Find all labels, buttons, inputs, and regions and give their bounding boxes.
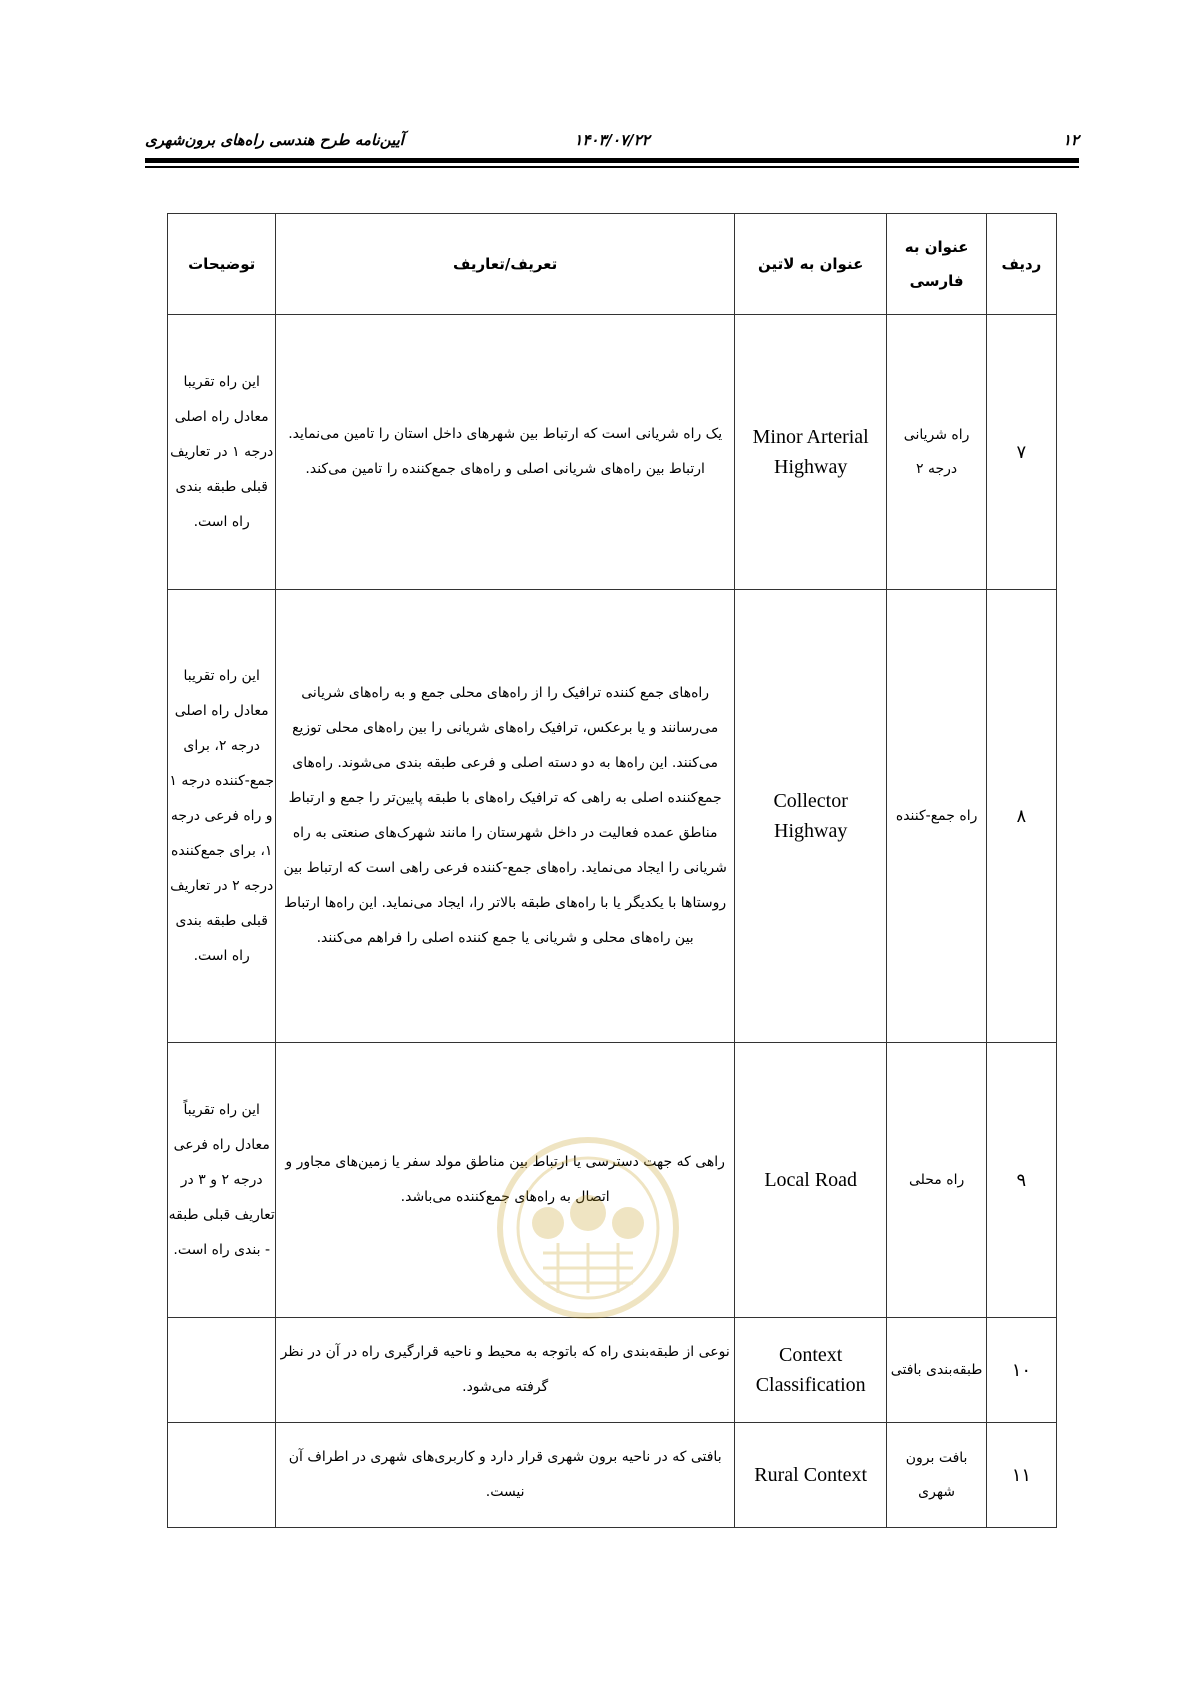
definition: یک راه شریانی است که ارتباط بین شهرهای داخل استان را تامین می‌نماید. ارتباط بین راه‌های شریانی اصلی و راه‌های جمع‌کننده را تامین می‌کند. [276, 315, 735, 590]
definition: نوعی از طبقه‌بندی راه که باتوجه به محیط و ناحیه قرارگیری راه در آن در نظر گرفته می‌شود. [276, 1318, 735, 1423]
header-definition: تعریف/تعاریف [276, 214, 735, 315]
header-date: ۱۴۰۳/۰۷/۲۲ [574, 131, 650, 149]
header-notes: توضیحات [168, 214, 276, 315]
persian-title: راه شریانی درجه ۲ [887, 315, 986, 590]
notes [168, 1318, 276, 1423]
header-persian-title: عنوان به فارسی [887, 214, 986, 315]
row-number: ۹ [986, 1043, 1056, 1318]
header-rule-thick [145, 158, 1079, 163]
notes [168, 1423, 276, 1528]
persian-title: راه محلی [887, 1043, 986, 1318]
notes: این راه تقریبا معادل راه اصلی درجه ۱ در تعاریف قبلی طبقه بندی راه است. [168, 315, 276, 590]
page-number: ۱۲ [1062, 131, 1079, 149]
latin-title: Collector Highway [734, 590, 887, 1043]
header-row-number: ردیف [986, 214, 1056, 315]
latin-title: Context Classification [734, 1318, 887, 1423]
table-row [168, 1423, 1057, 1528]
definitions-table [167, 213, 1057, 1528]
latin-title: Rural Context [734, 1423, 887, 1528]
latin-title: Minor Arterial Highway [734, 315, 887, 590]
notes: این راه تقریبا معادل راه اصلی درجه ۲، برای جمع-کننده درجه ۱ و راه فرعی درجه ۱، برای جمع‌کننده درجه ۲ در تعاریف قبلی طبقه بندی راه است. [168, 590, 276, 1043]
table-header-row [168, 214, 1057, 315]
persian-title: راه جمع-کننده [887, 590, 986, 1043]
row-number: ۱۰ [986, 1318, 1056, 1423]
definition: راه‌های جمع کننده ترافیک را از راه‌های محلی جمع و به راه‌های شریانی می‌رسانند و یا برعکس، ترافیک راه‌های شریانی را بین راه‌های محلی توزیع می‌کنند. این راه‌ها به دو دسته اصلی و فرعی طبقه بندی می‌شوند. راه‌های جمع‌کننده اصلی به راهی که ترافیک راه‌های با طبقه پایین‌تر را جمع و ارتباط مناطق عمده فعالیت در داخل شهرستان را مانند شهرک‌های صنعتی به راه شریانی را ایجاد می‌نماید. راه‌های جمع-کننده فرعی راهی است که ارتباط بین روستاها با یکدیگر یا با راه‌های طبقه بالاتر را، ایجاد می‌نماید. این راه‌ها ارتباط بین راه‌های محلی و شریانی یا جمع کننده اصلی را فراهم می‌کنند. [276, 590, 735, 1043]
table-row [168, 1318, 1057, 1423]
notes: این راه تقریباً معادل راه فرعی درجه ۲ و ۳ در تعاریف قبلی طبقه - بندی راه است. [168, 1043, 276, 1318]
persian-title: طبقه‌بندی بافتی [887, 1318, 986, 1423]
row-number: ۱۱ [986, 1423, 1056, 1528]
table-row [168, 1043, 1057, 1318]
table-row [168, 590, 1057, 1043]
definition: بافتی که در ناحیه برون شهری قرار دارد و کاربری‌های شهری در اطراف آن نیست. [276, 1423, 735, 1528]
latin-title: Local Road [734, 1043, 887, 1318]
row-number: ۷ [986, 315, 1056, 590]
page-header [145, 128, 1079, 152]
table-row [168, 315, 1057, 590]
definition: راهی که جهت دسترسی یا ارتباط بین مناطق مولد سفر یا زمین‌های مجاور و اتصال به راه‌های جمع‌کننده می‌باشد. [276, 1043, 735, 1318]
header-latin-title: عنوان به لاتین [734, 214, 887, 315]
header-rule-thin [145, 166, 1079, 168]
row-number: ۸ [986, 590, 1056, 1043]
persian-title: بافت برون شهری [887, 1423, 986, 1528]
document-title: آیین‌نامه طرح هندسی راه‌های برون‌شهری [145, 131, 404, 149]
